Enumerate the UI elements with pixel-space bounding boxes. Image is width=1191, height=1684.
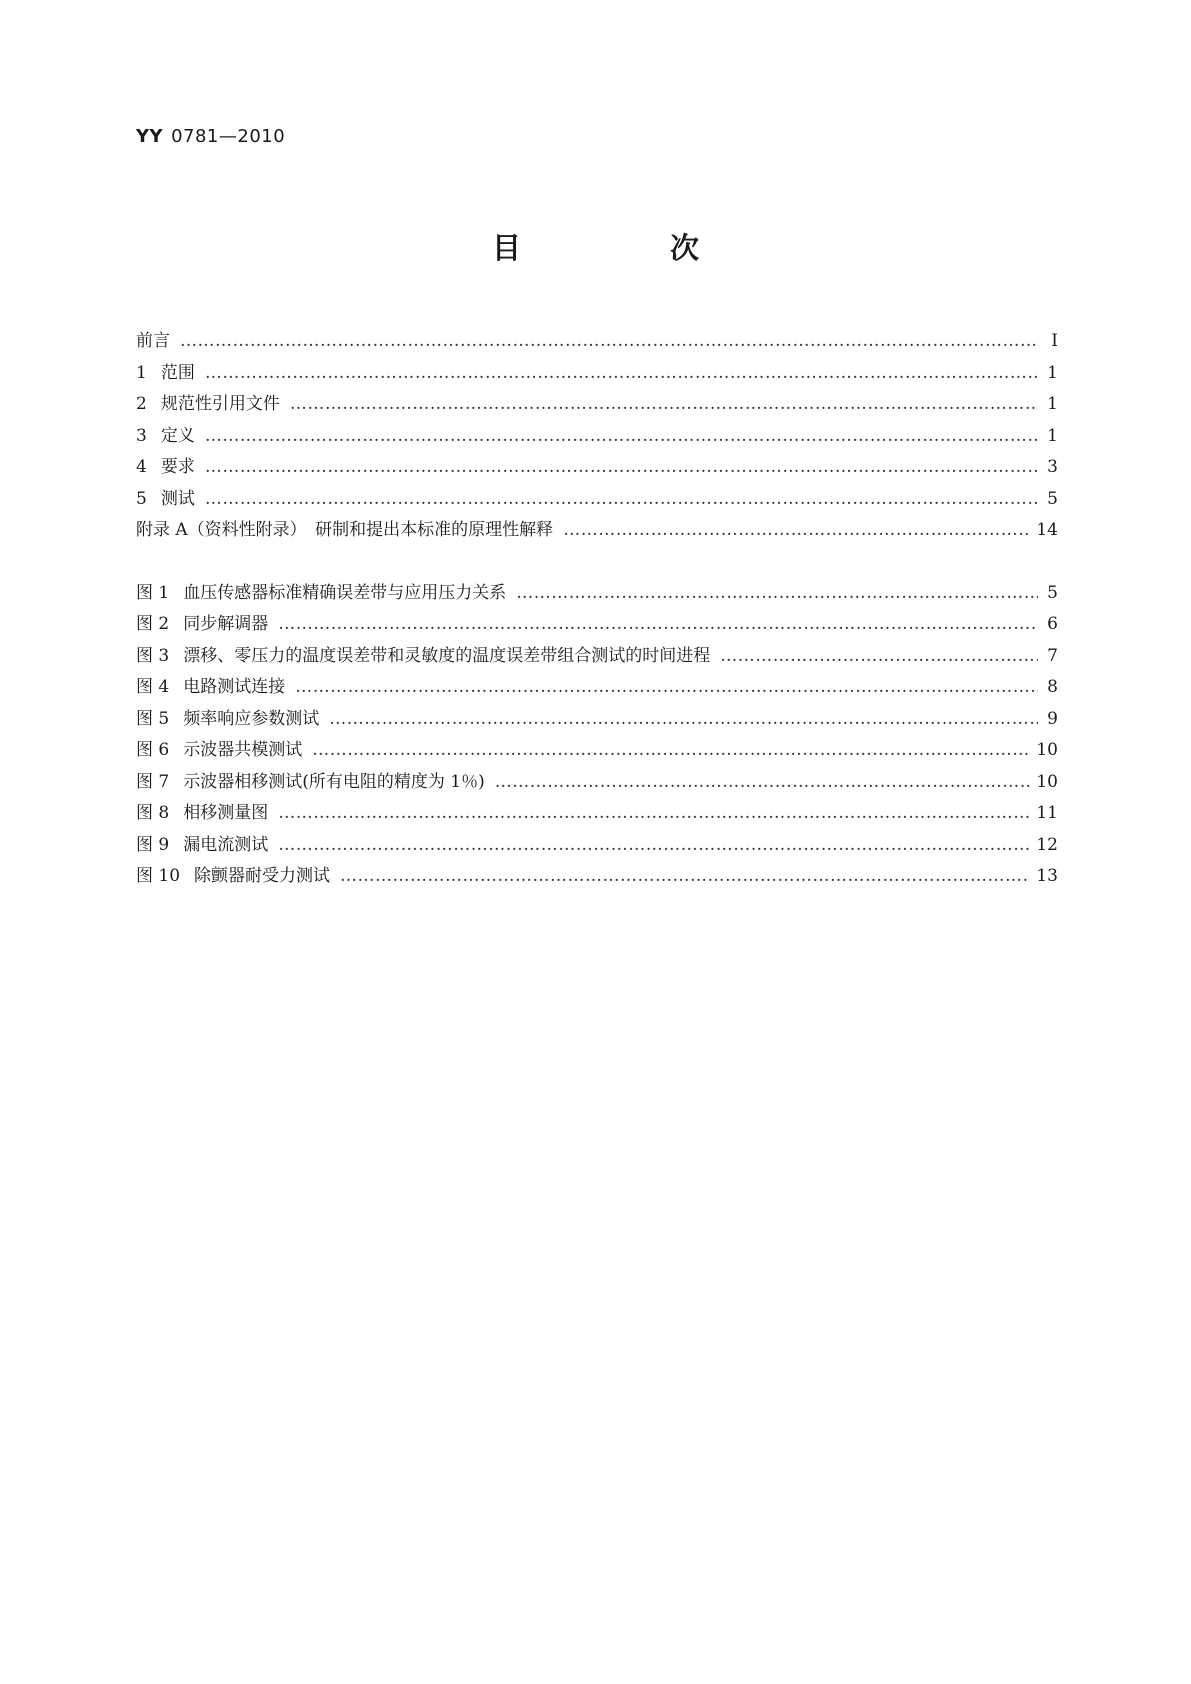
standard-code	[136, 126, 285, 147]
toc-leader-dots	[329, 704, 1038, 736]
toc-figures-group	[136, 578, 1058, 893]
toc-entry-page: 3	[1047, 457, 1058, 477]
toc-entry-page: 5	[1047, 488, 1058, 509]
toc-leader-dots	[205, 452, 1038, 484]
toc-entry-section-3[interactable]	[136, 421, 1058, 453]
toc-entry-figure-8[interactable]	[136, 798, 1058, 830]
toc-entry-text: 规范性引用文件	[160, 394, 280, 414]
toc-entry-text: 频率响应参数测试	[183, 708, 320, 729]
toc-leader-dots	[278, 830, 1030, 862]
toc-entry-number: 图 4	[136, 677, 170, 697]
toc-entry-number: 图 8	[136, 803, 170, 823]
toc-entry-number: 图 9	[136, 834, 170, 855]
toc-entry-number: 图 6	[136, 740, 170, 760]
toc-entry-section-4[interactable]	[136, 452, 1058, 484]
toc-entry-page: 10	[1036, 771, 1058, 792]
toc-entry-page: 7	[1047, 645, 1058, 666]
toc-entry-page: 12	[1036, 834, 1058, 855]
toc-entry-text: 测试	[160, 488, 195, 509]
toc-leader-dots	[563, 515, 1030, 547]
toc-entry-page: 14	[1036, 520, 1058, 540]
toc-leader-dots	[205, 484, 1038, 516]
toc-entry-number: 图 3	[136, 645, 170, 666]
toc-entry-number: 图 2	[136, 614, 170, 634]
toc-entry-figure-6[interactable]	[136, 735, 1058, 767]
toc-leader-dots	[495, 767, 1031, 799]
toc-leader-dots	[290, 389, 1038, 421]
toc-leader-dots	[278, 609, 1038, 641]
toc-entry-text: 相移测量图	[183, 803, 269, 823]
toc-entry-text: 定义	[160, 425, 195, 446]
toc-entry-section-5[interactable]	[136, 484, 1058, 516]
toc-entry-page: 1	[1047, 425, 1058, 446]
toc-entry-number: 1	[136, 362, 147, 383]
toc-sections-group	[136, 326, 1058, 547]
toc-entry-text: 除颤器耐受力测试	[194, 866, 331, 886]
toc-leader-dots	[205, 358, 1038, 390]
toc-entry-text: 漂移、零压力的温度误差带和灵敏度的温度误差带组合测试的时间进程	[183, 645, 711, 666]
toc-entry-text: 漏电流测试	[183, 834, 269, 855]
toc-entry-figure-7[interactable]	[136, 767, 1058, 799]
toc-entry-page: 5	[1047, 582, 1058, 603]
toc-leader-dots	[340, 861, 1030, 893]
toc-leader-dots	[180, 326, 1038, 358]
toc-entry-page: 9	[1047, 708, 1058, 729]
toc-leader-dots	[312, 735, 1030, 767]
toc-entry-page: 10	[1036, 740, 1058, 760]
toc-entry-page: Ⅰ	[1051, 331, 1058, 351]
toc-entry-text: 血压传感器标准精确误差带与应用压力关系	[183, 582, 507, 603]
toc-entry-number: 4	[136, 457, 147, 477]
toc-title: 目 次	[491, 231, 759, 265]
toc-entry-number: 3	[136, 425, 147, 446]
toc-entry-text: 范围	[160, 362, 195, 383]
standard-code-prefix: YY	[136, 126, 164, 147]
toc-entry-figure-9[interactable]	[136, 830, 1058, 862]
toc-entry-preface[interactable]	[136, 326, 1058, 358]
toc-entry-page: 6	[1047, 614, 1058, 634]
toc-entry-page: 1	[1047, 394, 1058, 414]
toc-entry-number: 图 10	[136, 866, 181, 886]
toc-leader-dots	[516, 578, 1038, 610]
toc-leader-dots	[278, 798, 1030, 830]
toc-entry-text: 附录 A（资料性附录） 研制和提出本标准的原理性解释	[136, 520, 554, 540]
toc-entry-appendix-a[interactable]	[136, 515, 1058, 547]
toc-entry-number: 图 5	[136, 708, 170, 729]
toc-leader-dots	[720, 641, 1038, 673]
toc-entry-text: 前言	[136, 331, 170, 351]
toc-entry-figure-1[interactable]	[136, 578, 1058, 610]
toc-entry-number: 5	[136, 488, 147, 509]
standard-code-number: 0781—2010	[171, 126, 286, 147]
toc-entry-text: 要求	[160, 457, 195, 477]
table-of-contents	[136, 326, 1058, 893]
toc-entry-page: 13	[1036, 866, 1058, 886]
toc-leader-dots	[295, 672, 1038, 704]
toc-entry-figure-10[interactable]	[136, 861, 1058, 893]
toc-entry-text: 示波器共模测试	[183, 740, 303, 760]
toc-entry-number: 图 1	[136, 582, 170, 603]
toc-entry-figure-5[interactable]	[136, 704, 1058, 736]
toc-entry-number: 2	[136, 394, 147, 414]
toc-entry-figure-4[interactable]	[136, 672, 1058, 704]
toc-entry-figure-2[interactable]	[136, 609, 1058, 641]
toc-entry-text: 示波器相移测试(所有电阻的精度为 1％)	[183, 771, 485, 792]
toc-entry-text: 电路测试连接	[183, 677, 286, 697]
toc-entry-page: 11	[1036, 803, 1058, 823]
toc-entry-figure-3[interactable]	[136, 641, 1058, 673]
toc-entry-section-2[interactable]	[136, 389, 1058, 421]
toc-entry-number: 图 7	[136, 771, 170, 792]
toc-entry-section-1[interactable]	[136, 358, 1058, 390]
toc-entry-page: 8	[1047, 677, 1058, 697]
toc-leader-dots	[205, 421, 1038, 453]
toc-entry-text: 同步解调器	[183, 614, 269, 634]
toc-entry-page: 1	[1047, 362, 1058, 383]
